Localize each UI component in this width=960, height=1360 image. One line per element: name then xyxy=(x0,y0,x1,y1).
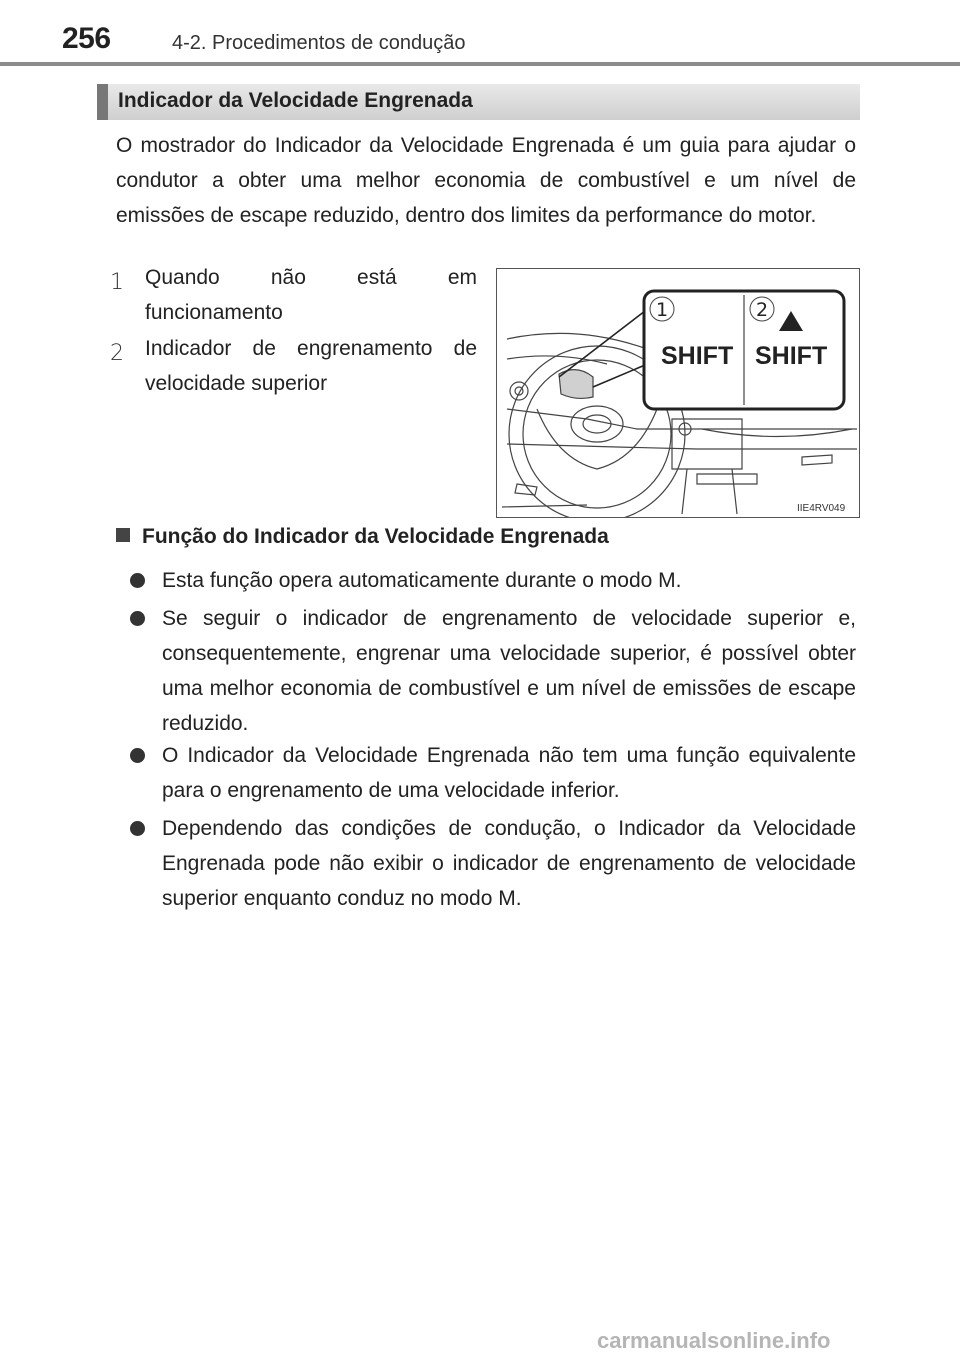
watermark: carmanualsonline.info xyxy=(597,1328,831,1353)
bullet-text: Se seguir o indicador de engrenamento de velocidade superior e, consequentemente, engrenar uma velocidade superior, é possível obter uma melhor economia de combustível e um nível de emissões de escape reduzido. xyxy=(162,607,856,735)
figure-code: IIE4RV049 xyxy=(797,503,846,514)
callout-1-text: Quando não está em funcionamento xyxy=(145,266,477,324)
header-divider xyxy=(0,62,960,66)
callout-2-text: Indicador de engrenamento de velocidade superior xyxy=(145,337,477,395)
chapter-title: 4-2. Procedimentos de condução xyxy=(172,32,466,54)
subsection-title: Função do Indicador da Velocidade Engrenada xyxy=(142,525,609,548)
bullet-dot-icon xyxy=(130,821,145,836)
bullet-text: O Indicador da Velocidade Engrenada não tem uma função equivalente para o engrenamento de uma velocidade inferior. xyxy=(162,744,856,802)
square-bullet-icon xyxy=(116,528,130,542)
bullet-item xyxy=(130,563,856,598)
callout-1-number: 1 xyxy=(110,270,124,295)
bullet-item xyxy=(130,811,856,916)
callout-2-number: 2 xyxy=(110,341,124,366)
figure-label-2: 2 xyxy=(756,299,769,321)
shift-text-left: SHIFT xyxy=(661,342,734,370)
subsection-heading xyxy=(116,525,609,549)
bullet-dot-icon xyxy=(130,611,145,626)
bullet-item xyxy=(130,738,856,808)
figure-dashboard xyxy=(496,268,860,518)
bullet-dot-icon xyxy=(130,748,145,763)
intro-paragraph: O mostrador do Indicador da Velocidade Engrenada é um guia para ajudar o condutor a obter uma melhor economia de combustível e um nível de emissões de escape reduzido, dentro dos limites da performance do motor. xyxy=(116,134,856,227)
shift-text-right: SHIFT xyxy=(755,342,828,370)
bullet-text: Dependendo das condições de condução, o Indicador da Velocidade Engrenada pode não exibir o indicador de engrenamento de velocidade superior enquanto conduz no modo M. xyxy=(162,817,856,910)
dashboard-illustration xyxy=(497,269,859,517)
bullet-item xyxy=(130,601,856,741)
page-number: 256 xyxy=(62,22,111,55)
bullet-dot-icon xyxy=(130,573,145,588)
section-title: Indicador da Velocidade Engrenada xyxy=(118,89,473,112)
bullet-text: Esta função opera automaticamente durante o modo M. xyxy=(162,569,682,592)
section-header xyxy=(97,84,860,120)
figure-label-1: 1 xyxy=(656,299,669,321)
